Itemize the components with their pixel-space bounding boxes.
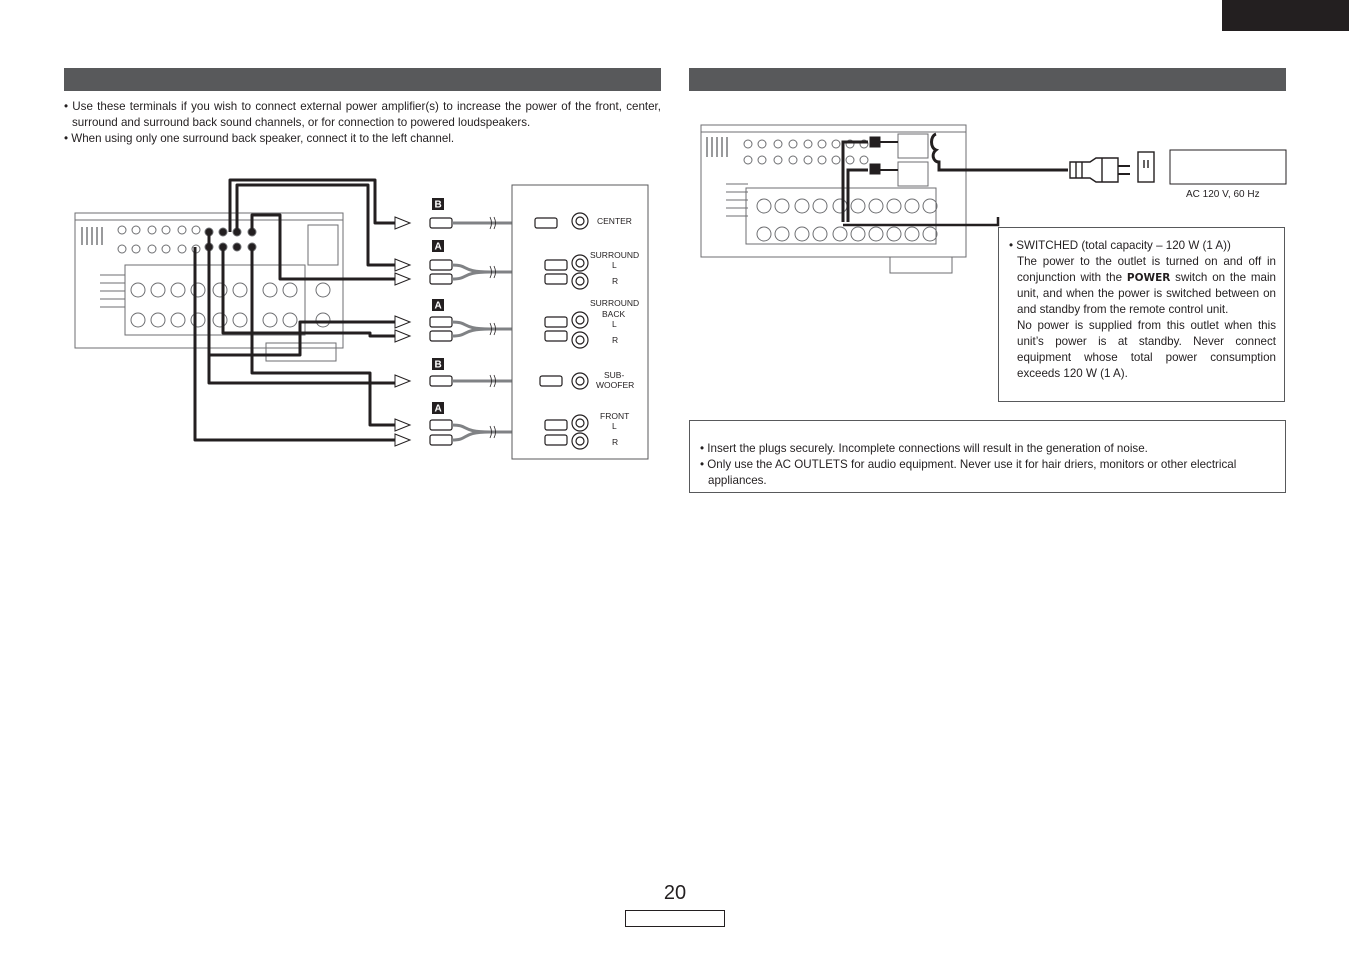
page-footer-box — [625, 910, 725, 927]
label-l: L — [612, 319, 617, 329]
switched-outlet-note — [998, 227, 1285, 402]
label-l: L — [612, 260, 617, 270]
label-surround: SURROUND — [590, 250, 640, 260]
badge-b: B — [434, 359, 442, 371]
power-cord — [843, 134, 1068, 225]
label-front: FRONT — [600, 411, 630, 421]
label-center: CENTER — [597, 216, 632, 226]
language-tab — [1222, 0, 1349, 31]
ac-plug-icon — [1070, 152, 1154, 182]
power-amplifier-panel — [512, 185, 648, 459]
badge-a: A — [434, 403, 442, 415]
caution-box — [689, 420, 1286, 493]
bullet-item: • Use these terminals if you wish to connect external power amplifier(s) to increase the power of the front, center, surround and surround back sound channels, or for connection to powered loudspeakers. — [64, 100, 661, 129]
label-woofer: WOOFER — [596, 380, 635, 390]
note-paragraph — [1009, 254, 1276, 318]
note-heading: • SWITCHED (total capacity – 120 W (1 A)) — [1009, 239, 1231, 252]
page-number: 20 — [663, 882, 687, 904]
power-keyword: POWER — [1126, 272, 1171, 284]
section-header-preout — [64, 68, 661, 91]
label-surround-back: SURROUND — [590, 298, 640, 308]
preout-cables — [195, 180, 395, 440]
label-l: L — [612, 421, 617, 431]
badge-a: A — [434, 300, 442, 312]
outlet-label-box — [1170, 150, 1286, 184]
label-sub: SUB- — [604, 370, 625, 380]
caution-item: • Only use the AC OUTLETS for audio equipment. Never use it for hair driers, monitors or other electrical appliances. — [700, 458, 1237, 487]
section-header-ac-outlet — [689, 68, 1286, 91]
label-r: R — [612, 437, 619, 447]
note-paragraph: No power is supplied from this outlet when this unit’s power is at standby. Never connect equipment whose total power consumption exceeds 120 W (1 A). — [1017, 319, 1276, 380]
power-spec-label: AC 120 V, 60 Hz — [1186, 189, 1260, 200]
note-text: switch on the main unit, and when the power is switched between on and standby from the remote control unit. — [1017, 271, 1276, 316]
label-back: BACK — [602, 309, 626, 319]
badge-a: A — [434, 241, 442, 253]
preout-connection-diagram — [70, 175, 660, 465]
connection-arrows — [395, 217, 410, 446]
note-text: The power to the outlet is turned on and off in conjunction with the — [1017, 255, 1276, 284]
label-r: R — [612, 276, 619, 286]
receiver-rear-panel — [701, 125, 966, 273]
bullet-item: • When using only one surround back speaker, connect it to the left channel. — [64, 132, 455, 145]
label-r: R — [612, 335, 619, 345]
badge-b: B — [434, 199, 442, 211]
preout-instructions — [64, 99, 661, 147]
caution-item: • Insert the plugs securely. Incomplete connections will result in the generation of noise. — [700, 442, 1148, 455]
